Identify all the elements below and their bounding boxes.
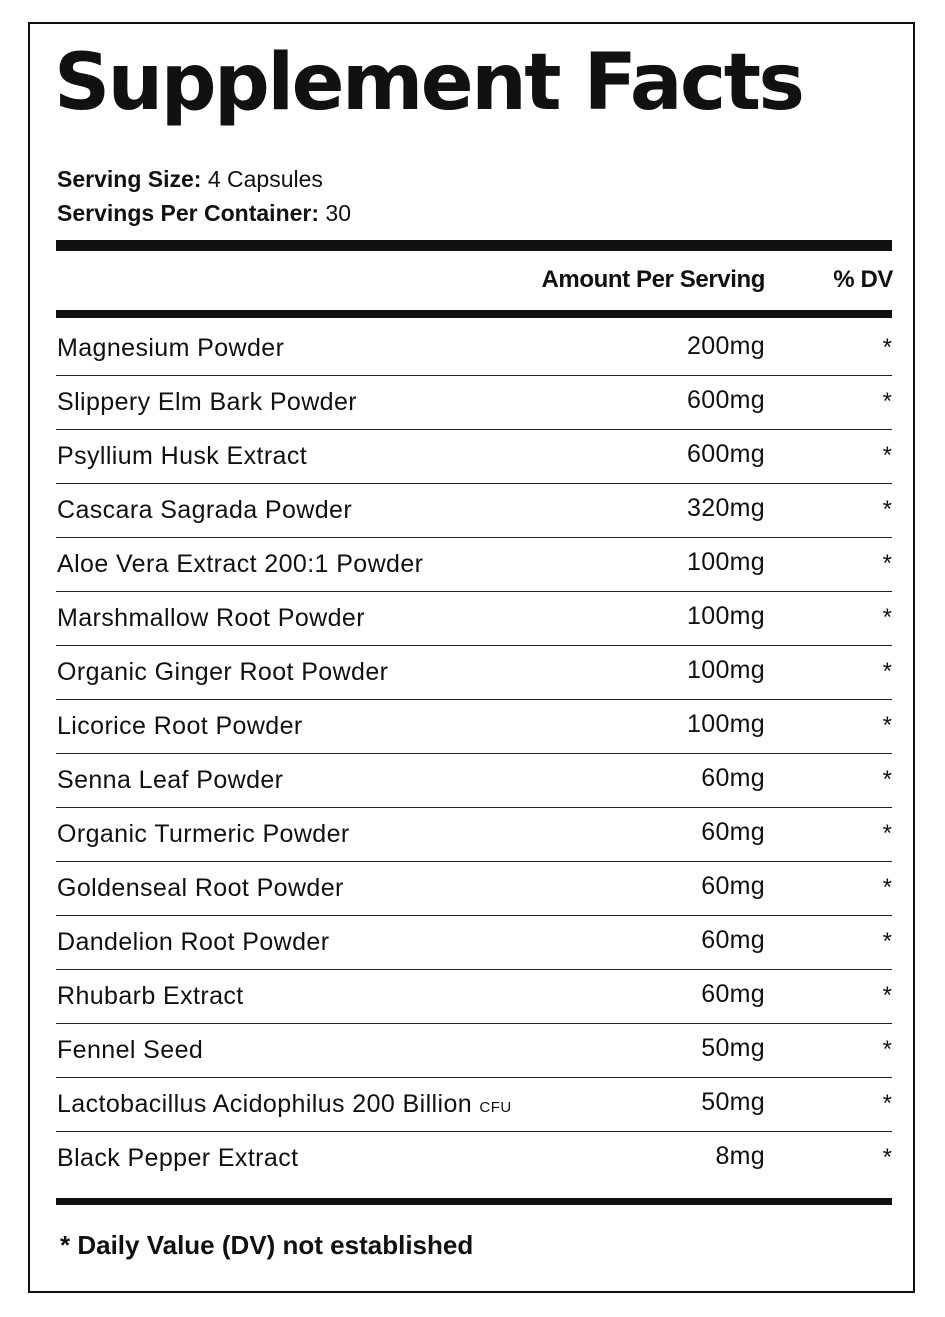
ingredient-amount: 60mg: [701, 764, 765, 792]
ingredient-name-text: Cascara Sagrada Powder: [57, 496, 353, 524]
ingredient-row: [56, 754, 892, 808]
ingredient-row: [56, 1024, 892, 1078]
ingredient-name: [57, 390, 357, 415]
ingredient-amount: 320mg: [687, 494, 765, 522]
ingredient-name-text: Organic Turmeric Powder: [57, 820, 350, 848]
ingredient-name-text: Lactobacillus Acidophilus 200 Billion: [57, 1090, 473, 1118]
ingredient-row: [56, 862, 892, 916]
ingredient-dv: *: [882, 496, 892, 523]
ingredient-amount: 100mg: [687, 656, 765, 684]
ingredient-row: [56, 970, 892, 1024]
ingredient-dv: *: [882, 820, 892, 847]
ingredient-amount: 100mg: [687, 710, 765, 738]
ingredient-dv: *: [882, 766, 892, 793]
ingredient-name: [57, 876, 344, 901]
thick-divider-top: [56, 240, 892, 251]
ingredient-amount: 8mg: [715, 1142, 765, 1170]
label-title: Supplement Facts: [54, 38, 803, 128]
ingredient-name: [57, 660, 388, 685]
ingredient-dv: *: [882, 1036, 892, 1063]
ingredient-dv: *: [882, 442, 892, 469]
ingredient-name: [57, 606, 365, 631]
ingredient-dv: *: [882, 550, 892, 577]
ingredient-amount: 50mg: [701, 1034, 765, 1062]
ingredient-row: [56, 430, 892, 484]
ingredient-row: [56, 808, 892, 862]
servings-per-container-label: Servings Per Container:: [57, 200, 320, 226]
ingredient-name-text: Dandelion Root Powder: [57, 928, 330, 956]
serving-size: [57, 168, 323, 191]
ingredient-dv: *: [882, 1144, 892, 1171]
ingredient-name-text: Psyllium Husk Extract: [57, 442, 308, 470]
ingredient-row: [56, 1078, 892, 1132]
ingredient-name: [57, 552, 423, 577]
ingredient-name: [57, 1146, 298, 1171]
ingredient-dv: *: [882, 334, 892, 361]
serving-size-label: Serving Size:: [57, 166, 202, 192]
ingredient-amount: 100mg: [687, 602, 765, 630]
ingredient-table: [56, 322, 892, 1186]
ingredient-row: [56, 700, 892, 754]
ingredient-amount: 60mg: [701, 872, 765, 900]
ingredient-amount: 60mg: [701, 818, 765, 846]
ingredient-dv: *: [882, 658, 892, 685]
ingredient-name: [57, 336, 284, 361]
ingredient-name: [57, 984, 244, 1009]
ingredient-row: [56, 538, 892, 592]
ingredient-row: [56, 916, 892, 970]
serving-size-value: 4 Capsules: [207, 166, 323, 192]
ingredient-amount: 50mg: [701, 1088, 765, 1116]
ingredient-amount: 60mg: [701, 980, 765, 1008]
ingredient-name: [57, 498, 352, 523]
ingredient-amount: 600mg: [687, 440, 765, 468]
ingredient-row: [56, 646, 892, 700]
header-divider: [56, 310, 892, 318]
ingredient-dv: *: [882, 1090, 892, 1117]
ingredient-dv: *: [882, 604, 892, 631]
ingredient-dv: *: [882, 928, 892, 955]
ingredient-name: [57, 714, 303, 739]
ingredient-name: [57, 822, 350, 847]
thick-divider-bottom: [56, 1198, 892, 1205]
ingredient-dv: *: [882, 982, 892, 1009]
ingredient-amount: 200mg: [687, 332, 765, 360]
ingredient-name-text: Goldenseal Root Powder: [57, 874, 344, 902]
ingredient-dv: *: [882, 874, 892, 901]
ingredient-unit: CFU: [479, 1099, 512, 1116]
ingredient-name: [57, 768, 283, 793]
ingredient-name-text: Magnesium Powder: [57, 334, 285, 362]
footnote: * Daily Value (DV) not established: [60, 1230, 474, 1260]
ingredient-name-text: Marshmallow Root Powder: [57, 604, 365, 632]
ingredient-amount: 600mg: [687, 386, 765, 414]
ingredient-row: [56, 592, 892, 646]
servings-per-container: [57, 202, 351, 225]
ingredient-name-text: Slippery Elm Bark Powder: [57, 388, 357, 416]
ingredient-dv: *: [882, 712, 892, 739]
ingredient-name: [57, 444, 307, 469]
servings-per-container-value: 30: [325, 200, 352, 226]
ingredient-name-text: Senna Leaf Powder: [57, 766, 284, 794]
ingredient-name-text: Fennel Seed: [57, 1036, 204, 1064]
ingredient-name: [57, 930, 329, 955]
ingredient-name-text: Organic Ginger Root Powder: [57, 658, 389, 686]
ingredient-amount: 60mg: [701, 926, 765, 954]
ingredient-name-text: Rhubarb Extract: [57, 982, 244, 1010]
ingredient-dv: *: [882, 388, 892, 415]
ingredient-name-text: Licorice Root Powder: [57, 712, 303, 740]
ingredient-amount: 100mg: [687, 548, 765, 576]
ingredient-row: [56, 376, 892, 430]
ingredient-name-text: Black Pepper Extract: [57, 1144, 299, 1172]
ingredient-row: [56, 322, 892, 376]
header-amount-per-serving: Amount Per Serving: [541, 266, 765, 293]
ingredient-name: [57, 1092, 512, 1117]
ingredient-row: [56, 484, 892, 538]
header-daily-value: % DV: [833, 266, 893, 293]
ingredient-row: [56, 1132, 892, 1186]
ingredient-name: [57, 1038, 203, 1063]
ingredient-name-text: Aloe Vera Extract 200:1 Powder: [57, 550, 424, 578]
